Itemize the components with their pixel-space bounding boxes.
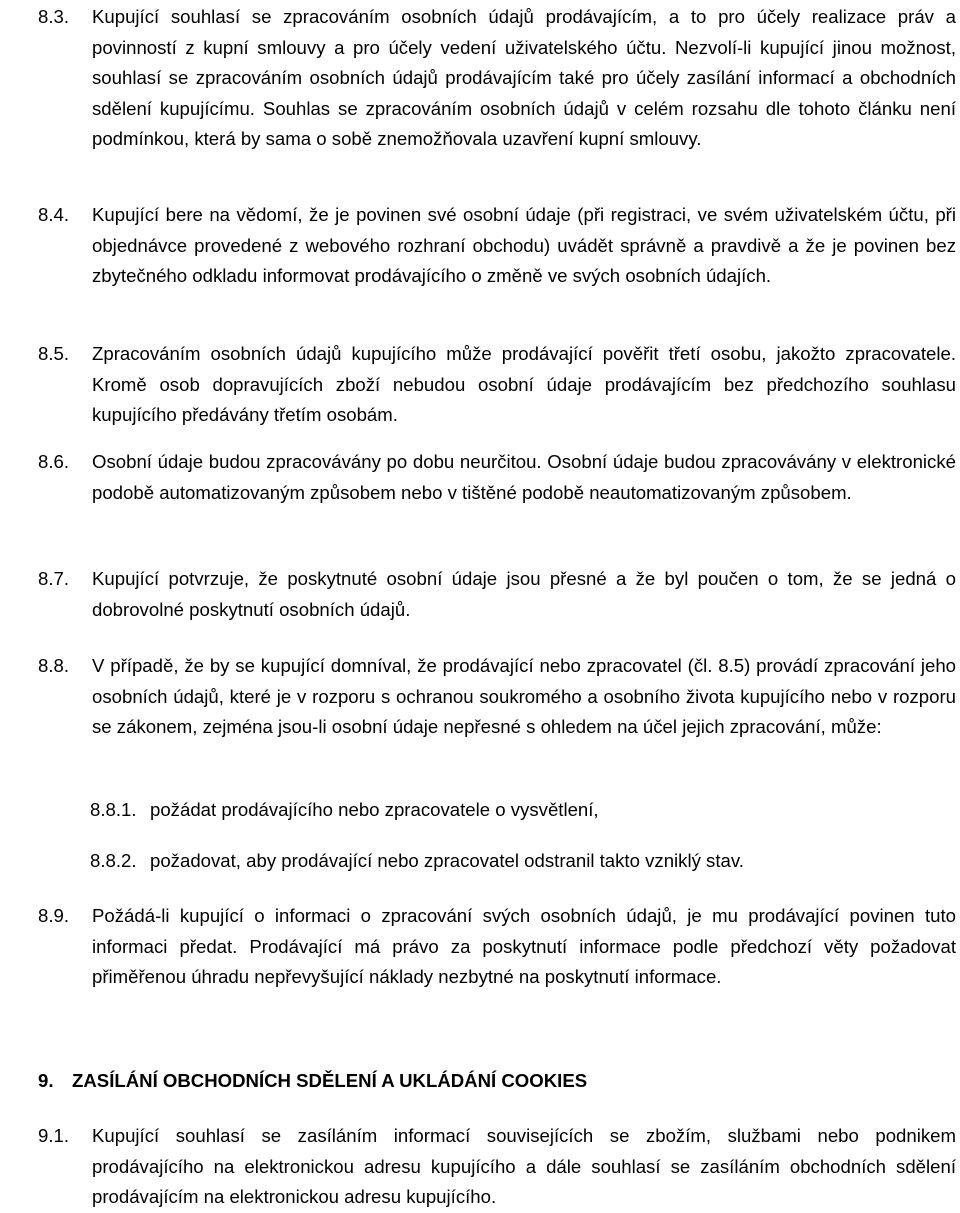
subclause-text: požadovat, aby prodávající nebo zpracovatel odstranil takto vzniklý stav. — [150, 850, 744, 871]
clause-number: 8.7. — [38, 568, 70, 589]
clause-text: V případě, že by se kupující domníval, že prodávající nebo zpracovatel (čl. 8.5) provádí zpracování jeho osobních údajů, které je v rozporu s ochranou soukromého a osobního života kupujícího nebo v rozporu se zákonem, zejména jsou-li osobní údaje nepřesné s ohledem na účel jejich zpracování, může: — [92, 655, 956, 737]
section-9-heading — [38, 1066, 956, 1097]
clause-8-9 — [38, 901, 956, 993]
clause-text: Kupující potvrzuje, že poskytnuté osobní údaje jsou přesné a že byl poučen o tom, že se jedná o dobrovolné poskytnutí osobních údajů. — [92, 568, 956, 620]
clause-8-3 — [38, 2, 956, 155]
clause-8-7 — [38, 564, 956, 625]
clause-text: Osobní údaje budou zpracovávány po dobu neurčitou. Osobní údaje budou zpracovávány v elektronické podobě automatizovaným způsobem nebo v tištěné podobě neautomatizovaným způsobem. — [92, 451, 956, 503]
clause-9-1 — [38, 1121, 956, 1213]
subclause-text: požádat prodávajícího nebo zpracovatele o vysvětlení, — [150, 799, 599, 820]
clause-number: 8.5. — [38, 343, 70, 364]
clause-number: 8.3. — [38, 6, 70, 27]
section-number: 9. — [38, 1070, 54, 1091]
subclause-8-8-2 — [90, 846, 956, 877]
clause-8-5 — [38, 339, 956, 431]
subclause-number: 8.8.2. — [90, 850, 137, 871]
clause-text: Zpracováním osobních údajů kupujícího může prodávající pověřit třetí osobu, jakožto zpracovatele. Kromě osob dopravujících zboží nebudou osobní údaje prodávajícím bez předchozího souhlasu kupujícího předávány třetím osobám. — [92, 343, 956, 425]
clause-8-4 — [38, 200, 956, 292]
clause-text: Kupující bere na vědomí, že je povinen své osobní údaje (při registraci, ve svém uživatelském účtu, při objednávce provedené z webového rozhraní obchodu) uvádět správně a pravdivě a že je povinen bez zbytečného odkladu informovat prodávajícího o změně ve svých osobních údajích. — [92, 204, 956, 286]
clause-8-6 — [38, 447, 956, 508]
clause-number: 8.9. — [38, 905, 70, 926]
clause-text: Požádá-li kupující o informaci o zpracování svých osobních údajů, je mu prodávající povinen tuto informaci předat. Prodávající má právo za poskytnutí informace podle předchozí věty požadovat přiměřenou úhradu nepřevyšující náklady nezbytné na poskytnutí informace. — [92, 905, 956, 987]
subclause-number: 8.8.1. — [90, 799, 137, 820]
clause-number: 8.4. — [38, 204, 70, 225]
clause-number: 9.1. — [38, 1125, 70, 1146]
subclause-8-8-1 — [90, 795, 956, 826]
clause-number: 8.6. — [38, 451, 70, 472]
clause-number: 8.8. — [38, 655, 70, 676]
clause-8-8 — [38, 651, 956, 743]
section-title: ZASÍLÁNÍ OBCHODNÍCH SDĚLENÍ A UKLÁDÁNÍ COOKIES — [72, 1070, 588, 1091]
clause-text: Kupující souhlasí se zasíláním informací souvisejících se zbožím, službami nebo podnikem prodávajícího na elektronickou adresu kupujícího a dále souhlasí se zasíláním obchodních sdělení prodávajícím na elektronickou adresu kupujícího. — [92, 1125, 956, 1207]
clause-text: Kupující souhlasí se zpracováním osobních údajů prodávajícím, a to pro účely realizace práv a povinností z kupní smlouvy a pro účely vedení uživatelského účtu. Nezvolí-li kupující jinou možnost, souhlasí se zpracováním osobních údajů prodávajícím také pro účely zasílání informací a obchodních sdělení kupujícímu. Souhlas se zpracováním osobních údajů v celém rozsahu dle tohoto článku není podmínkou, která by sama o sobě znemožňovala uzavření kupní smlouvy. — [92, 6, 956, 149]
